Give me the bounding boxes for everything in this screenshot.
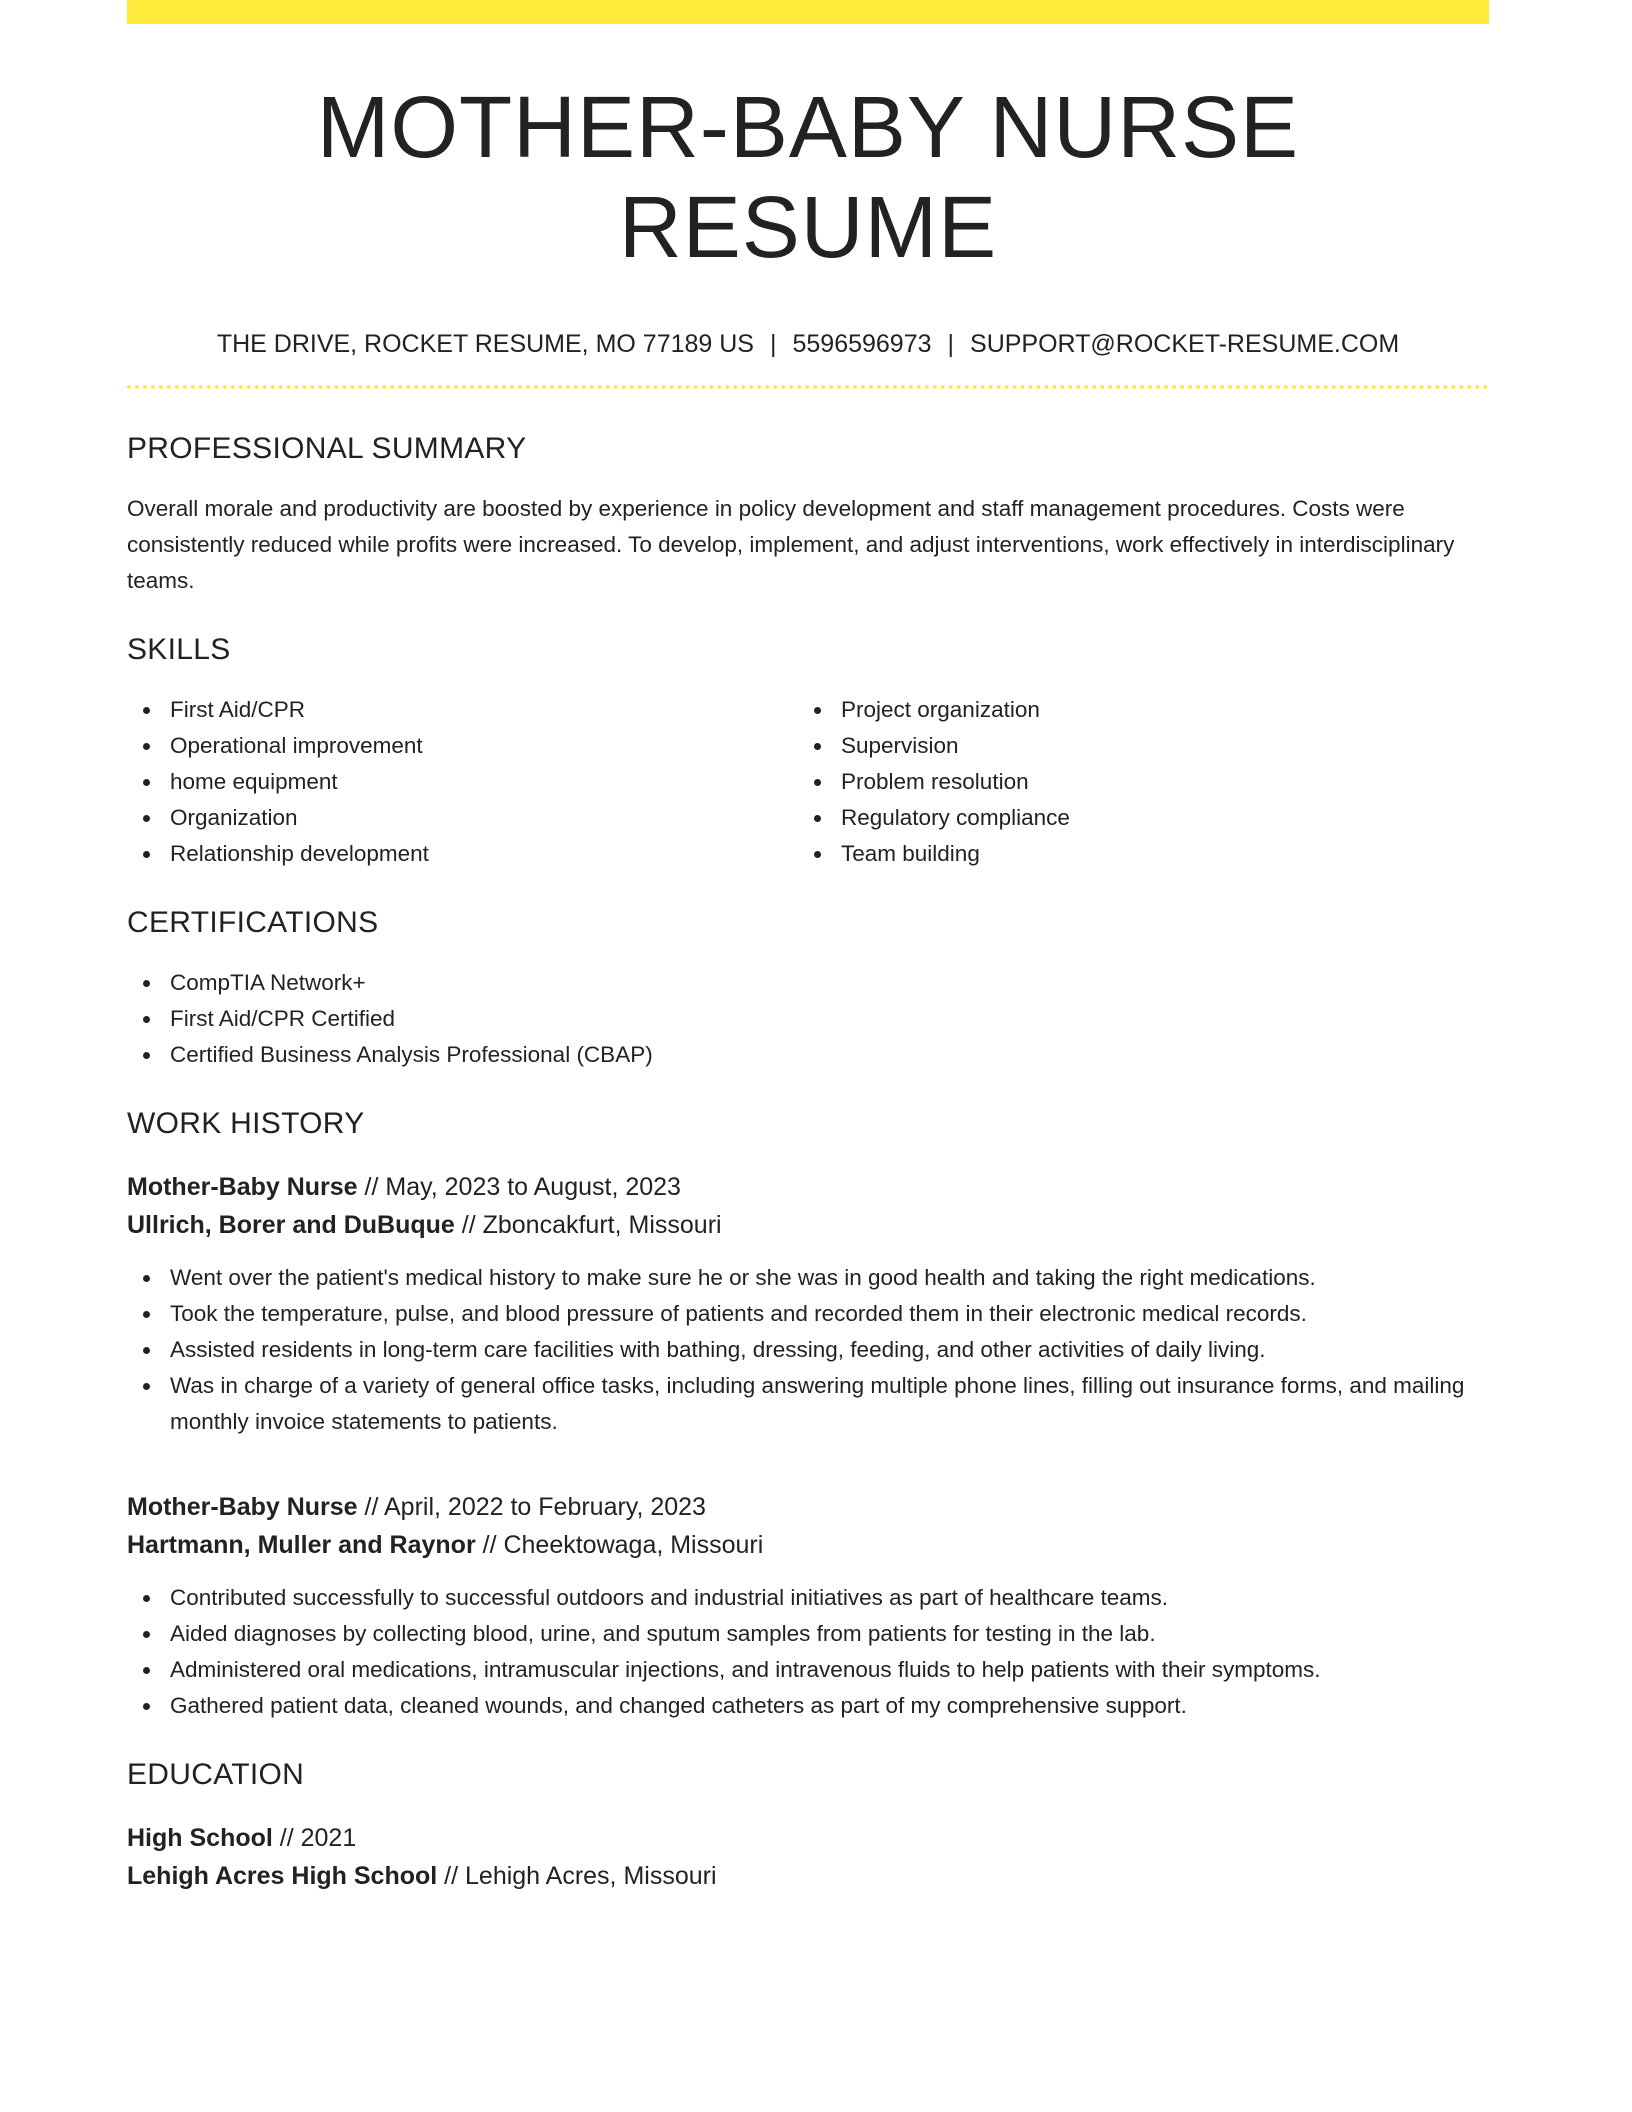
skill-item: Project organization: [798, 692, 1469, 728]
certification-item: CompTIA Network+: [127, 965, 1489, 1001]
job-entry: [127, 1488, 1489, 1724]
job-title-line: [127, 1488, 1489, 1526]
job-duty: Was in charge of a variety of general office tasks, including answering multiple phone lines, filling out insurance forms, and mailing monthly invoice statements to patients.: [127, 1368, 1489, 1440]
section-heading-certifications: CERTIFICATIONS: [127, 906, 379, 939]
skill-item: Problem resolution: [798, 764, 1469, 800]
job-company: Hartmann, Muller and Raynor: [127, 1531, 476, 1559]
education-school: Lehigh Acres High School: [127, 1862, 438, 1890]
skill-item: Regulatory compliance: [798, 800, 1469, 836]
skill-item: Organization: [127, 800, 798, 836]
job-dates: // April, 2022 to February, 2023: [364, 1493, 706, 1521]
education-entry: [127, 1819, 1489, 1895]
job-duty: Administered oral medications, intramuscular injections, and intravenous fluids to help patients with their symptoms.: [127, 1652, 1489, 1688]
job-duties-list: [127, 1260, 1489, 1440]
education-degree-line: [127, 1819, 1489, 1857]
job-company-line: [127, 1206, 1489, 1244]
education-location: // Lehigh Acres, Missouri: [444, 1862, 717, 1890]
job-location: // Cheektowaga, Missouri: [482, 1531, 764, 1559]
education-school-line: [127, 1857, 1489, 1895]
job-company: Ullrich, Borer and DuBuque: [127, 1211, 455, 1239]
contact-separator: |: [947, 330, 955, 358]
job-duty: Contributed successfully to successful outdoors and industrial initiatives as part of healthcare teams.: [127, 1580, 1489, 1616]
resume-title: MOTHER-BABY NURSE RESUME: [316, 79, 1300, 276]
job-title: Mother-Baby Nurse: [127, 1173, 358, 1201]
job-title-line: [127, 1168, 1489, 1206]
skills-section: [127, 632, 1489, 872]
education-degree: High School: [127, 1824, 273, 1852]
job-duty: Gathered patient data, cleaned wounds, and changed catheters as part of my comprehensive support.: [127, 1688, 1489, 1724]
certifications-list: [127, 965, 1489, 1073]
job-entry: [127, 1168, 1489, 1440]
contact-address: THE DRIVE, ROCKET RESUME, MO 77189 US: [216, 330, 754, 358]
skill-item: Operational improvement: [127, 728, 798, 764]
contact-email: SUPPORT@ROCKET-RESUME.COM: [970, 330, 1400, 358]
contact-line: [127, 329, 1489, 359]
skill-item: Team building: [798, 836, 1469, 872]
certification-item: Certified Business Analysis Professional (CBAP): [127, 1037, 1489, 1073]
skill-item: First Aid/CPR: [127, 692, 798, 728]
certifications-section: [127, 905, 1489, 1073]
summary-text: Overall morale and productivity are boosted by experience in policy development and staff management procedures. Costs were consistently reduced while profits were increased. To develop, implement, and adjust interventions, work effectively in interdisciplinary teams.: [127, 496, 1455, 593]
contact-separator: |: [769, 330, 777, 358]
job-title: Mother-Baby Nurse: [127, 1493, 358, 1521]
job-location: // Zboncakfurt, Missouri: [461, 1211, 722, 1239]
skill-item: home equipment: [127, 764, 798, 800]
contact-phone: 5596596973: [792, 330, 932, 358]
skills-columns: [127, 668, 1489, 872]
job-duty: Took the temperature, pulse, and blood pressure of patients and recorded them in their electronic medical records.: [127, 1296, 1489, 1332]
dotted-divider: [127, 385, 1489, 389]
job-duty: Aided diagnoses by collecting blood, urine, and sputum samples from patients for testing in the lab.: [127, 1616, 1489, 1652]
professional-summary-section: [127, 431, 1489, 599]
job-duty: Went over the patient's medical history to make sure he or she was in good health and taking the right medications.: [127, 1260, 1489, 1296]
work-history-section: [127, 1106, 1489, 1724]
resume-content: [127, 0, 1489, 1895]
skill-item: Relationship development: [127, 836, 798, 872]
education-year: // 2021: [279, 1824, 357, 1852]
section-heading-skills: SKILLS: [127, 633, 231, 666]
skills-list-right: [798, 692, 1469, 872]
skill-item: Supervision: [798, 728, 1469, 764]
section-heading-summary: PROFESSIONAL SUMMARY: [127, 432, 527, 465]
education-section: [127, 1757, 1489, 1895]
job-duties-list: [127, 1580, 1489, 1724]
section-heading-education: EDUCATION: [127, 1758, 305, 1791]
skills-list-left: [127, 692, 798, 872]
job-duty: Assisted residents in long-term care facilities with bathing, dressing, feeding, and other activities of daily living.: [127, 1332, 1489, 1368]
certification-item: First Aid/CPR Certified: [127, 1001, 1489, 1037]
job-dates: // May, 2023 to August, 2023: [364, 1173, 681, 1201]
job-company-line: [127, 1526, 1489, 1564]
section-heading-work-history: WORK HISTORY: [127, 1107, 365, 1140]
